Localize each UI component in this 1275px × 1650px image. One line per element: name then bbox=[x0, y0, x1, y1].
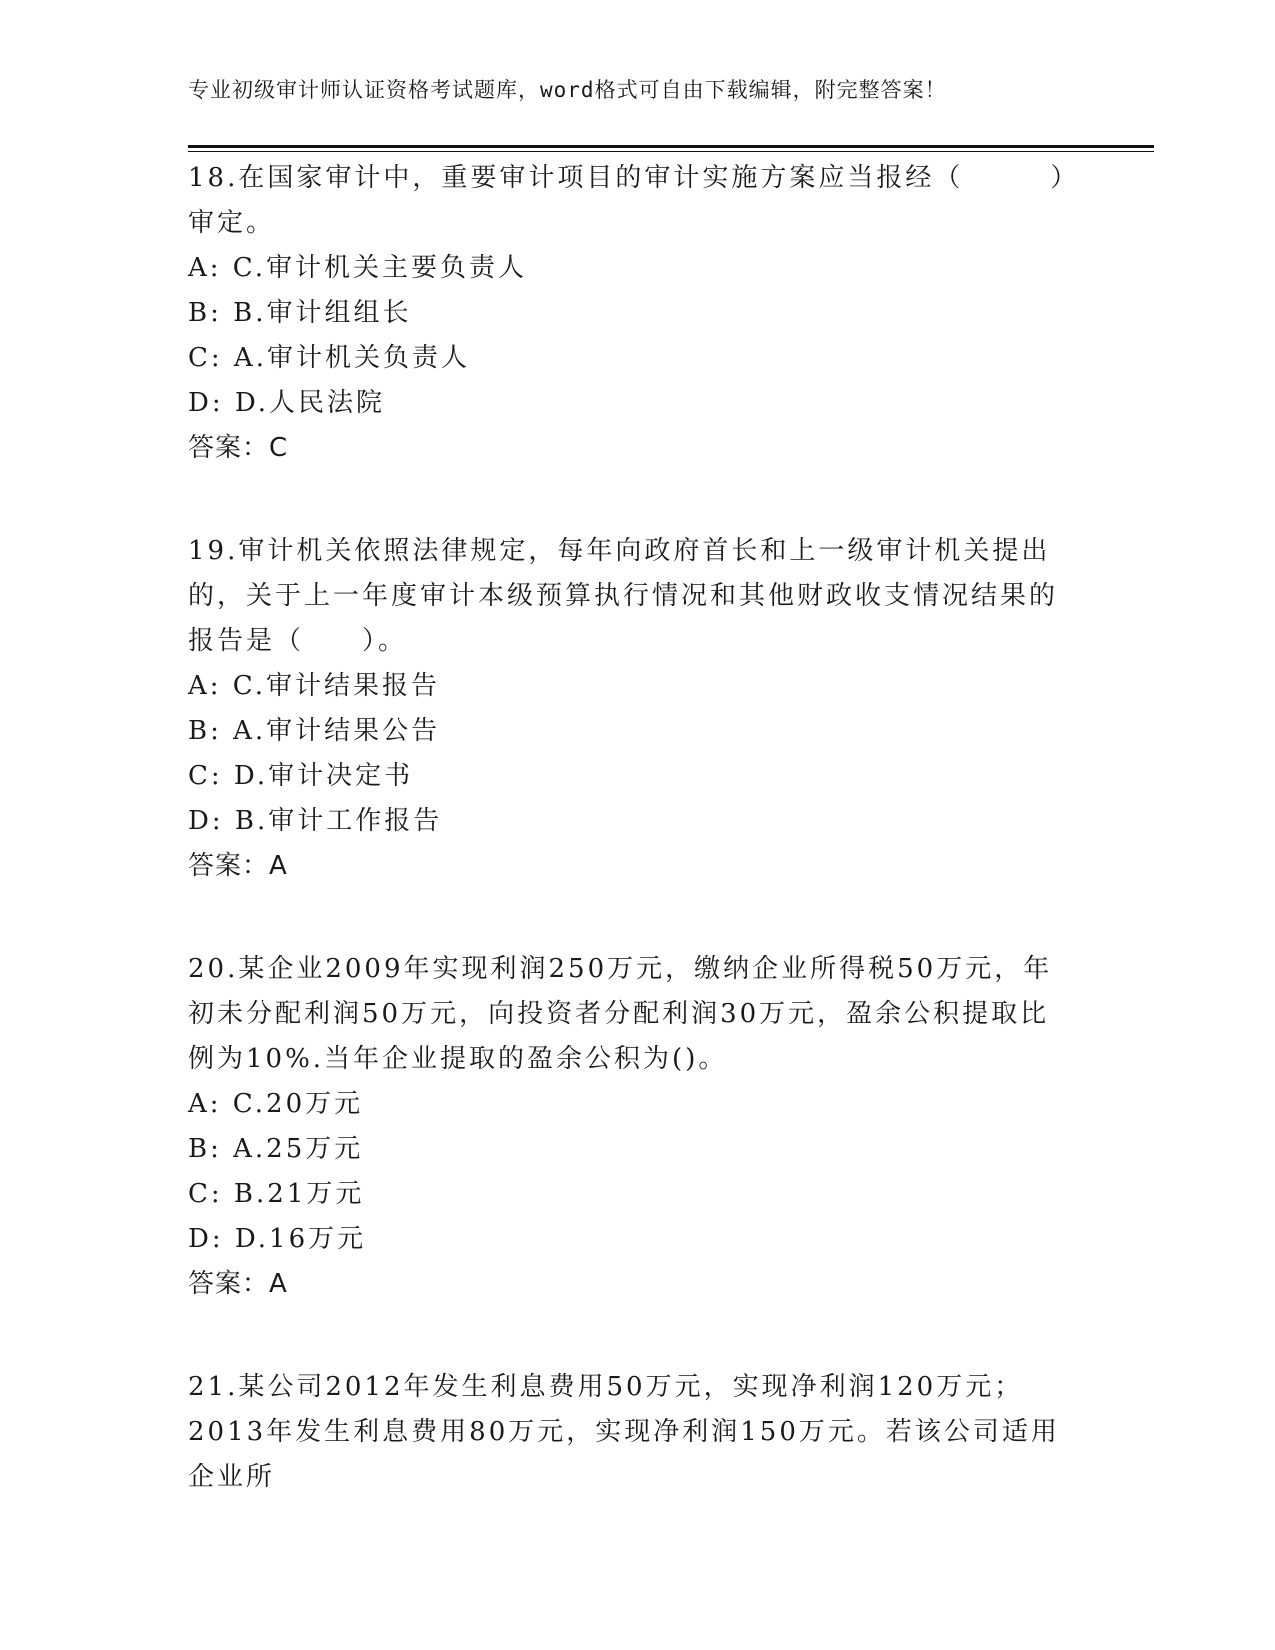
option-d: D: B.审计工作报告 bbox=[188, 806, 443, 836]
option-c: C: A.审计机关负责人 bbox=[188, 343, 470, 373]
question-stem: 18.在国家审计中，重要审计项目的审计实施方案应当报经（ ）审定。 bbox=[188, 163, 1067, 238]
answer-line: 答案：C bbox=[188, 433, 289, 463]
question-stem: 19.审计机关依照法律规定，每年向政府首长和上一级审计机关提出的，关于上一年度审计本级预算执行情况和其他财政收支情况结果的报告是（ ）。 bbox=[188, 536, 1059, 656]
option-d: D: D.16万元 bbox=[188, 1224, 367, 1254]
question-stem: 20.某企业2009年实现利润250万元，缴纳企业所得税50万元，年初未分配利润50万元，向投资者分配利润30万元，盈余公积提取比例为10%.当年企业提取的盈余公积为()。 bbox=[188, 954, 1053, 1074]
question-19 bbox=[188, 529, 1068, 889]
option-b: B: A.25万元 bbox=[188, 1134, 364, 1164]
option-a: A: C.20万元 bbox=[188, 1089, 364, 1119]
option-d: D: D.人民法院 bbox=[188, 388, 386, 418]
question-21 bbox=[188, 1365, 1068, 1500]
option-b: B: B.审计组组长 bbox=[188, 298, 412, 328]
option-c: C: B.21万元 bbox=[188, 1179, 365, 1209]
answer-line: 答案：A bbox=[188, 851, 288, 881]
question-stem: 21.某公司2012年发生利息费用50万元，实现净利润120万元；2013年发生利息费用80万元，实现净利润150万元。若该公司适用企业所 bbox=[188, 1372, 1060, 1492]
page-header: 专业初级审计师认证资格考试题库，word格式可自由下载编辑，附完整答案！ bbox=[188, 78, 947, 102]
answer-line: 答案：A bbox=[188, 1269, 288, 1299]
question-list bbox=[188, 156, 1068, 1500]
header-divider-thick bbox=[188, 145, 1154, 148]
question-20 bbox=[188, 947, 1068, 1307]
option-a: A: C.审计机关主要负责人 bbox=[188, 253, 528, 283]
question-18 bbox=[188, 156, 1068, 471]
option-c: C: D.审计决定书 bbox=[188, 761, 414, 791]
option-b: B: A.审计结果公告 bbox=[188, 716, 441, 746]
header-divider-thin bbox=[188, 151, 1154, 152]
option-a: A: C.审计结果报告 bbox=[188, 671, 441, 701]
